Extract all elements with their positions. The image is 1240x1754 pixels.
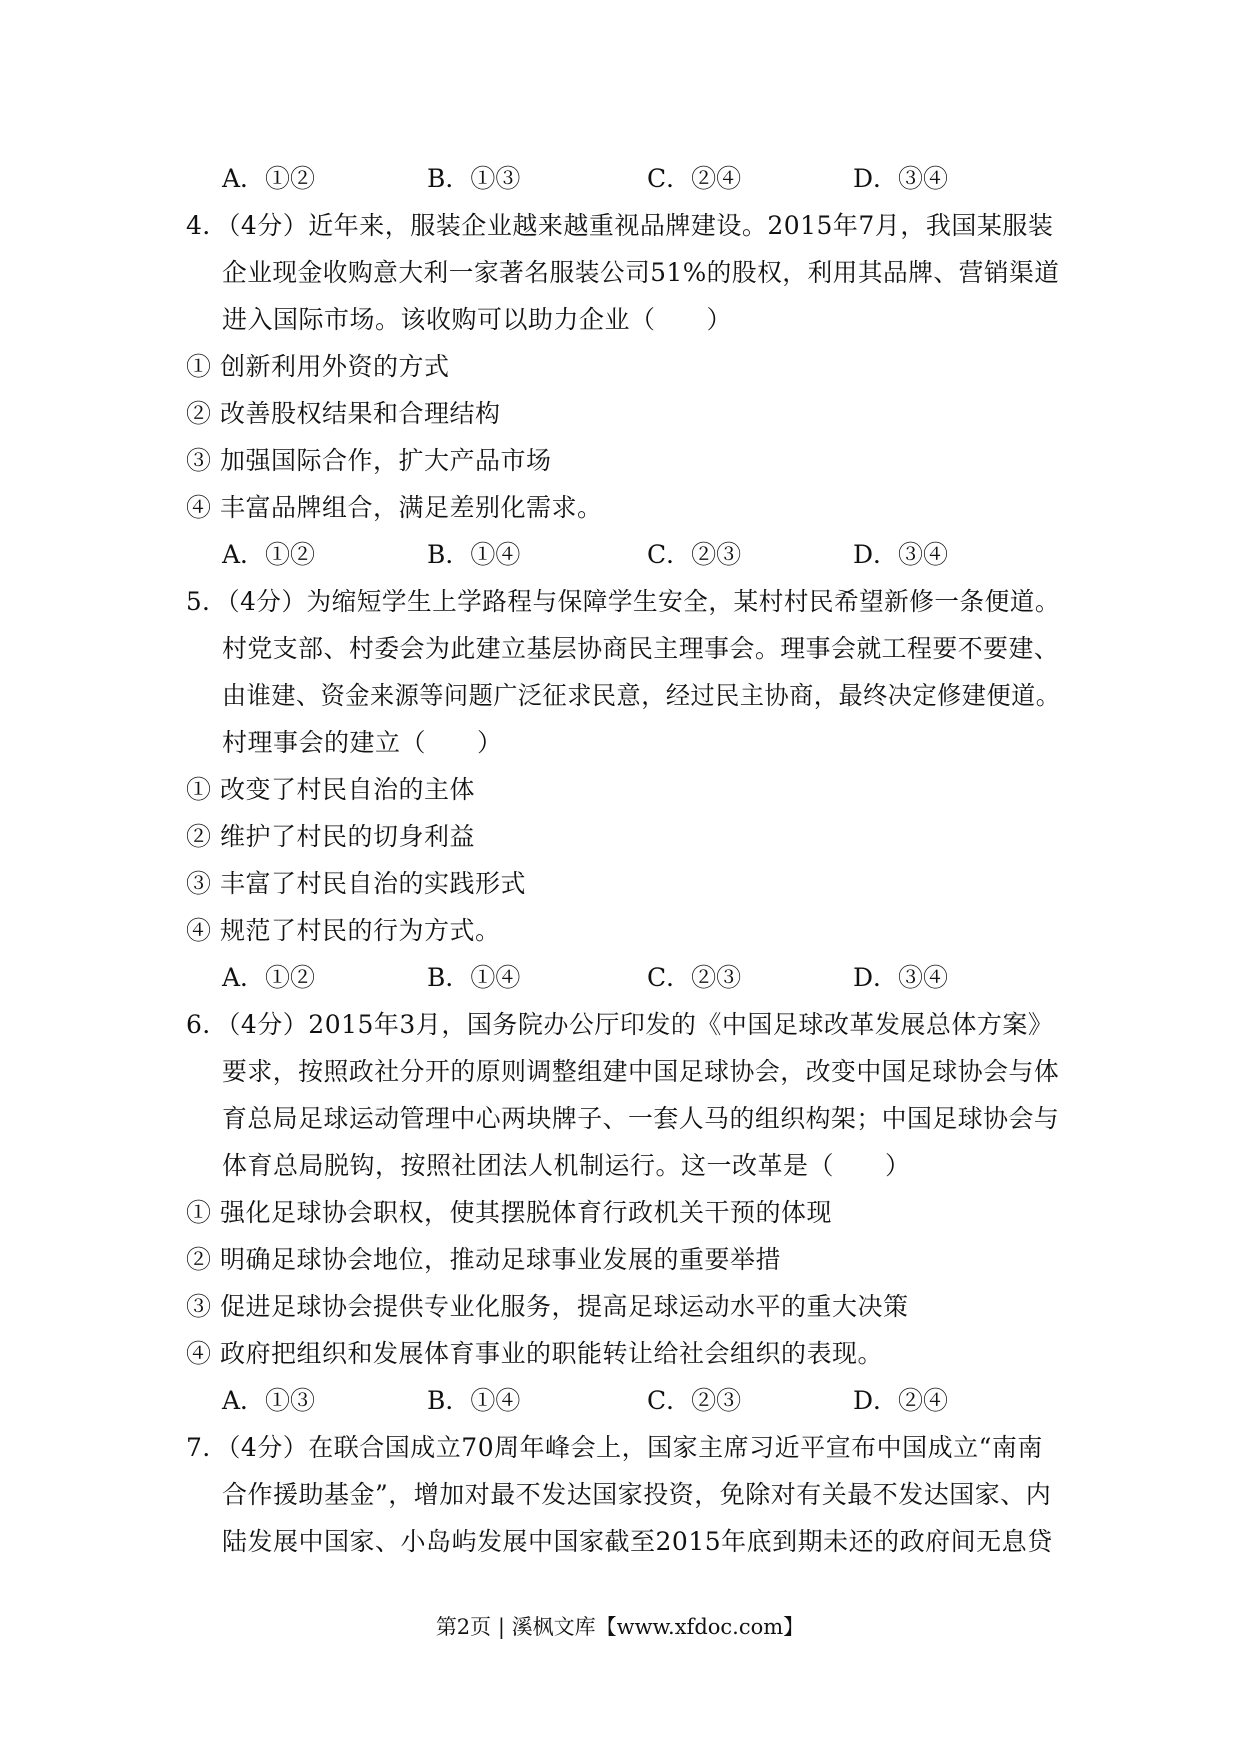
question-text: 陆发展中国家、小岛屿发展中国家截至2015年底到期未还的政府间无息贷: [222, 1527, 1053, 1556]
question-text: 5．（4分）为缩短学生上学路程与保障学生安全，某村村民希望新修一条便道。: [186, 587, 1061, 616]
statement-item: ④ 政府把组织和发展体育事业的职能转让给社会组织的表现。: [186, 1339, 883, 1368]
page-footer: 第2页 | 溪枫文库【www.xfdoc.com】: [435, 1615, 805, 1639]
question-text: 4．（4分）近年来，服装企业越来越重视品牌建设。2015年7月，我国某服装: [186, 211, 1054, 240]
statement-item: ④ 规范了村民的行为方式。: [186, 916, 501, 945]
statement-item: ③ 促进足球协会提供专业化服务，提高足球运动水平的重大决策: [186, 1292, 909, 1321]
statement-item: ③ 丰富了村民自治的实践形式: [186, 869, 526, 898]
question-text: 进入国际市场。该收购可以助力企业（ ）: [222, 305, 733, 334]
question-text: 要求，按照政社分开的原则调整组建中国足球协会，改变中国足球协会与体: [222, 1057, 1060, 1086]
question-text: 企业现金收购意大利一家著名服装公司51%的股权，利用其品牌、营销渠道: [222, 258, 1060, 287]
option-a: A．①③: [222, 1386, 316, 1415]
statement-item: ③ 加强国际合作，扩大产品市场: [186, 446, 552, 475]
option-c: C．②④: [647, 164, 742, 193]
statement-item: ④ 丰富品牌组合，满足差别化需求。: [186, 493, 603, 522]
question-text: 合作援助基金”，增加对最不发达国家投资，免除对有关最不发达国家、内: [222, 1480, 1052, 1509]
option-d: D．③④: [853, 164, 949, 193]
question-text: 育总局足球运动管理中心两块牌子、一套人马的组织构架；中国足球协会与: [222, 1104, 1060, 1133]
question-text: 6．（4分）2015年3月，国务院办公厅印发的《中国足球改革发展总体方案》: [186, 1010, 1054, 1039]
option-d: D．③④: [853, 963, 949, 992]
option-d: D．②④: [853, 1386, 949, 1415]
option-b: B．①④: [427, 540, 521, 569]
question-text: 由谁建、资金来源等问题广泛征求民意，经过民主协商，最终决定修建便道。: [222, 681, 1061, 710]
statement-item: ② 维护了村民的切身利益: [186, 822, 475, 851]
option-b: B．①④: [427, 963, 521, 992]
option-a: A．①②: [222, 164, 316, 193]
question-text: 村党支部、村委会为此建立基层协商民主理事会。理事会就工程要不要建、: [222, 634, 1060, 663]
question-text: 村理事会的建立（ ）: [222, 728, 503, 757]
option-b: B．①④: [427, 1386, 521, 1415]
statement-item: ② 改善股权结果和合理结构: [186, 399, 501, 428]
option-c: C．②③: [647, 963, 742, 992]
option-c: C．②③: [647, 1386, 742, 1415]
question-text: 体育总局脱钩，按照社团法人机制运行。这一改革是（ ）: [222, 1151, 911, 1180]
question-text: 7．（4分）在联合国成立70周年峰会上，国家主席习近平宣布中国成立“南南: [186, 1433, 1043, 1462]
option-d: D．③④: [853, 540, 949, 569]
option-a: A．①②: [222, 963, 316, 992]
option-c: C．②③: [647, 540, 742, 569]
option-a: A．①②: [222, 540, 316, 569]
statement-item: ① 创新利用外资的方式: [186, 352, 450, 381]
statement-item: ② 明确足球协会地位，推动足球事业发展的重要举措: [186, 1245, 781, 1274]
statement-item: ① 强化足球协会职权，使其摆脱体育行政机关干预的体现: [186, 1198, 832, 1227]
option-b: B．①③: [427, 164, 521, 193]
statement-item: ① 改变了村民自治的主体: [186, 775, 475, 804]
